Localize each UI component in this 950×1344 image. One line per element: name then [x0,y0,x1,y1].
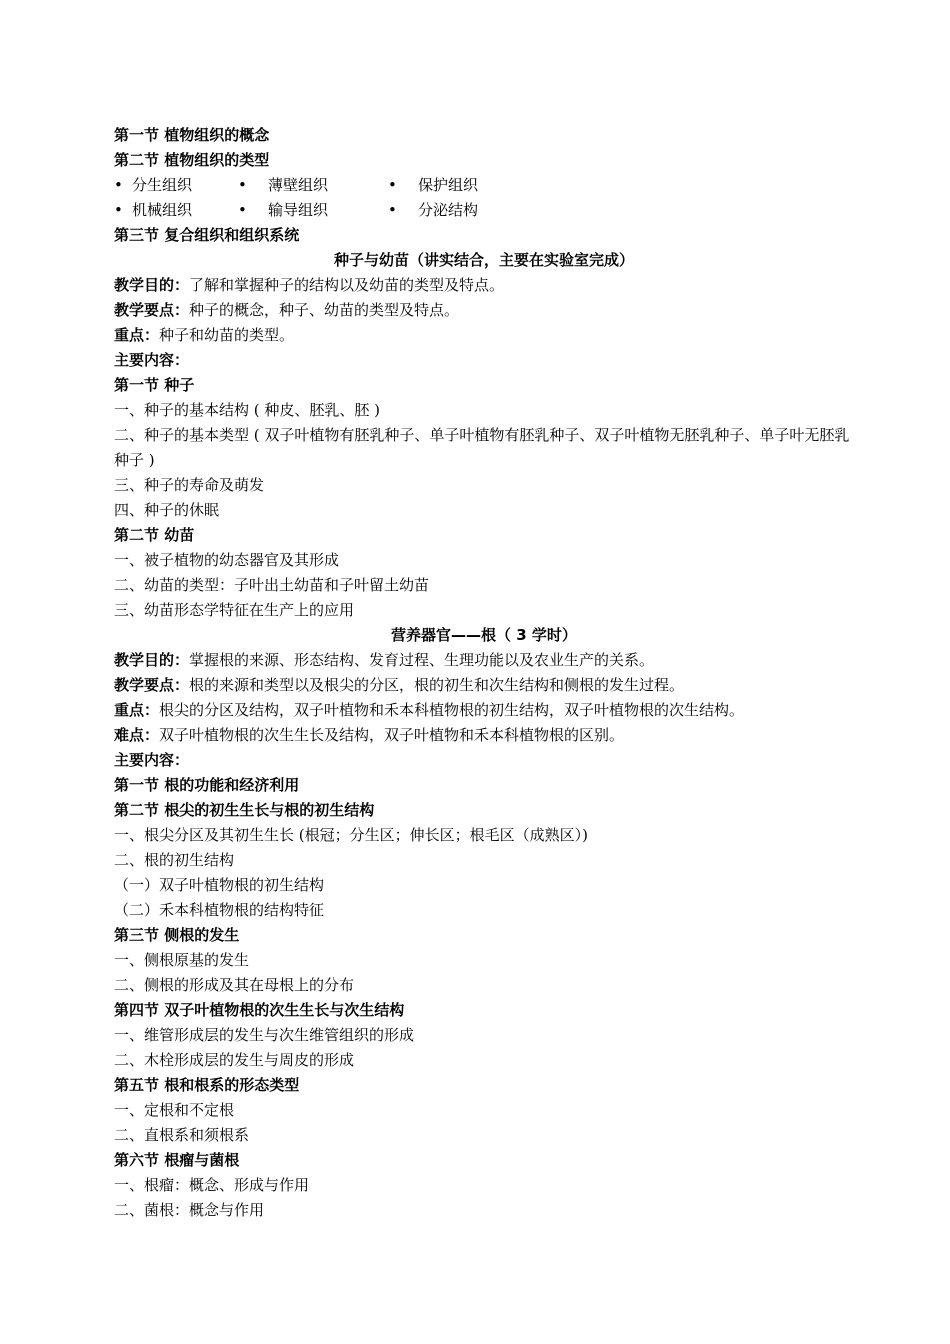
list-item: 一、种子的基本结构 ( 种皮、胚乳、胚 ) [114,401,381,419]
text: 了解和掌握种子的结构以及幼苗的类型及特点。 [189,276,505,294]
bullet-icon: • [388,176,397,194]
section-heading: 第二节 幼苗 [114,526,195,544]
list-item: 分泌结构 [418,201,479,219]
chapter-title: 种子与幼苗（讲实结合，主要在实验室完成） [333,251,634,269]
list-item: 一、侧根原基的发生 [114,951,250,969]
paragraph [114,673,854,698]
list-item: 一、根尖分区及其初生生长 (根冠；分生区；伸长区；根毛区（成熟区）) [114,826,588,844]
label: 主要内容： [114,751,190,769]
list-item: 三、种子的寿命及萌发 [114,476,265,494]
section-heading: 第一节 植物组织的概念 [114,126,270,144]
list-item: 二、根的初生结构 [114,851,235,869]
text: 根的来源和类型以及根尖的分区，根的初生和次生结构和侧根的发生过程。 [189,676,685,694]
list-item: 一、根瘤：概念、形成与作用 [114,1176,310,1194]
label: 教学目的： [114,276,190,294]
label: 重点： [114,701,160,719]
list-item: 薄壁组织 [268,176,329,194]
list-item: 输导组织 [268,201,329,219]
list-item: 二、侧根的形成及其在母根上的分布 [114,976,355,994]
list-item: 三、幼苗形态学特征在生产上的应用 [114,601,355,619]
bullet-icon: • [114,201,123,219]
section-heading: 第四节 双子叶植物根的次生生长与次生结构 [114,1001,405,1019]
paragraph [114,698,854,723]
text: 种子的概念，种子、幼苗的类型及特点。 [189,301,460,319]
text: 掌握根的来源、形态结构、发育过程、生理功能以及农业生产的关系。 [189,651,655,669]
bullet-row [114,198,854,223]
paragraph [114,273,854,298]
list-item: 四、种子的休眠 [114,501,220,519]
text: 双子叶植物根的次生生长及结构，双子叶植物和禾本科植物根的区别。 [159,726,625,744]
list-item: 一、被子植物的幼态器官及其形成 [114,551,340,569]
text: 根尖的分区及结构，双子叶植物和禾本科植物根的初生结构，双子叶植物根的次生结构。 [159,701,745,719]
list-item: （二）禾本科植物根的结构特征 [114,901,325,919]
list-item: 二、幼苗的类型：子叶出土幼苗和子叶留土幼苗 [114,576,430,594]
label: 教学要点： [114,301,190,319]
list-item: 一、维管形成层的发生与次生维管组织的形成 [114,1026,415,1044]
bullet-icon: • [238,201,247,219]
list-item: 机械组织 [132,201,193,219]
bullet-row [114,173,854,198]
bullet-icon: • [238,176,247,194]
paragraph [114,723,854,748]
list-item: 一、定根和不定根 [114,1101,235,1119]
paragraph [114,298,854,323]
section-heading: 第二节 根尖的初生生长与根的初生结构 [114,801,375,819]
label: 教学目的： [114,651,190,669]
section-heading: 第六节 根瘤与菌根 [114,1151,240,1169]
chapter-title: 营养器官——根（ 3 学时） [391,626,577,644]
section-heading: 第五节 根和根系的形态类型 [114,1076,300,1094]
label: 难点： [114,726,160,744]
section-heading: 第二节 植物组织的类型 [114,151,270,169]
paragraph [114,648,854,673]
list-item: 保护组织 [418,176,479,194]
list-item: 二、直根系和须根系 [114,1126,250,1144]
document-page [114,123,854,1223]
section-heading: 第三节 复合组织和组织系统 [114,226,300,244]
list-item: 分生组织 [132,176,193,194]
bullet-icon: • [114,176,123,194]
list-item: 二、种子的基本类型 ( 双子叶植物有胚乳种子、单子叶植物有胚乳种子、双子叶植物无胚乳种子、单子叶无胚乳种子 ) [114,426,850,469]
list-item: 二、菌根：概念与作用 [114,1201,265,1219]
text: 种子和幼苗的类型。 [159,326,295,344]
label: 重点： [114,326,160,344]
section-heading: 第三节 侧根的发生 [114,926,240,944]
bullet-icon: • [388,201,397,219]
section-heading: 第一节 种子 [114,376,195,394]
list-item: （一）双子叶植物根的初生结构 [114,876,325,894]
section-heading: 第一节 根的功能和经济利用 [114,776,300,794]
label: 主要内容： [114,351,190,369]
label: 教学要点： [114,676,190,694]
paragraph [114,323,854,348]
list-item: 二、木栓形成层的发生与周皮的形成 [114,1051,355,1069]
